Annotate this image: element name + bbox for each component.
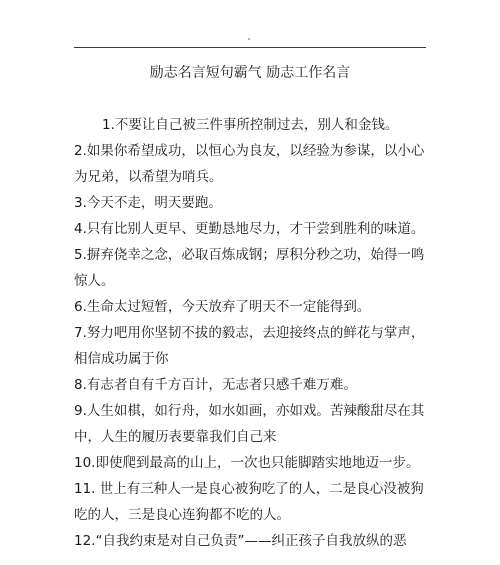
quote-item-12	[74, 528, 430, 554]
quote-line: 4.只有比别人更早、更勤恳地尽力，才干尝到胜利的味道。	[74, 221, 425, 237]
quote-item-7	[74, 320, 430, 372]
quote-item-6	[74, 294, 430, 320]
quote-line: 相信成功属于你	[74, 351, 169, 367]
quote-item-5	[74, 242, 430, 294]
quote-list	[74, 112, 430, 554]
quote-item-8	[74, 372, 430, 398]
header-rule	[74, 47, 426, 48]
quote-item-10	[74, 450, 430, 476]
quote-line: 中，人生的履历表要靠我们自己来	[74, 429, 277, 445]
quote-line: 3.今天不走，明天要跑。	[74, 195, 222, 211]
quote-line: 10.即使爬到最高的山上，一次也只能脚踏实地地迈一步。	[74, 455, 420, 471]
quote-line: 5.摒弃侥幸之念，必取百炼成钢；厚积分秒之功，始得一鸣	[74, 247, 425, 263]
quote-line: 7.努力吧用你坚韧不拔的毅志，去迎接终点的鲜花与掌声，	[74, 325, 425, 341]
quote-item-4	[74, 216, 430, 242]
quote-item-11	[74, 476, 430, 528]
quote-line: 吃的人，三是良心连狗都不吃的人。	[74, 507, 290, 523]
quote-line: 8.有志者自有千方百计，无志者只感千难万难。	[74, 377, 357, 393]
quote-item-1	[74, 112, 430, 138]
quote-item-9	[74, 398, 430, 450]
quote-line: 惊人。	[74, 273, 115, 289]
quote-line: 9.人生如棋，如行舟，如水如画，亦如戏。苦辣酸甜尽在其	[74, 403, 425, 419]
quote-line: 6.生命太过短暂，今天放弃了明天不一定能得到。	[74, 299, 371, 315]
quote-line: 1.不要让自己被三件事所控制过去，别人和金钱。	[102, 117, 399, 133]
quote-line: 11. 世上有三种人一是良心被狗吃了的人，二是良心没被狗	[74, 481, 424, 497]
quote-line: 为兄弟，以希望为哨兵。	[74, 169, 223, 185]
quote-line: 2.如果你希望成功，以恒心为良友，以经验为参谋，以小心	[74, 143, 425, 159]
document-title: 励志名言短句霸气 励志工作名言	[149, 65, 351, 81]
header-dot	[248, 38, 250, 40]
quote-line: 12.“自我约束是对自己负责”——纠正孩子自我放纵的恶	[74, 533, 407, 549]
quote-item-3	[74, 190, 430, 216]
quote-item-2	[74, 138, 430, 190]
